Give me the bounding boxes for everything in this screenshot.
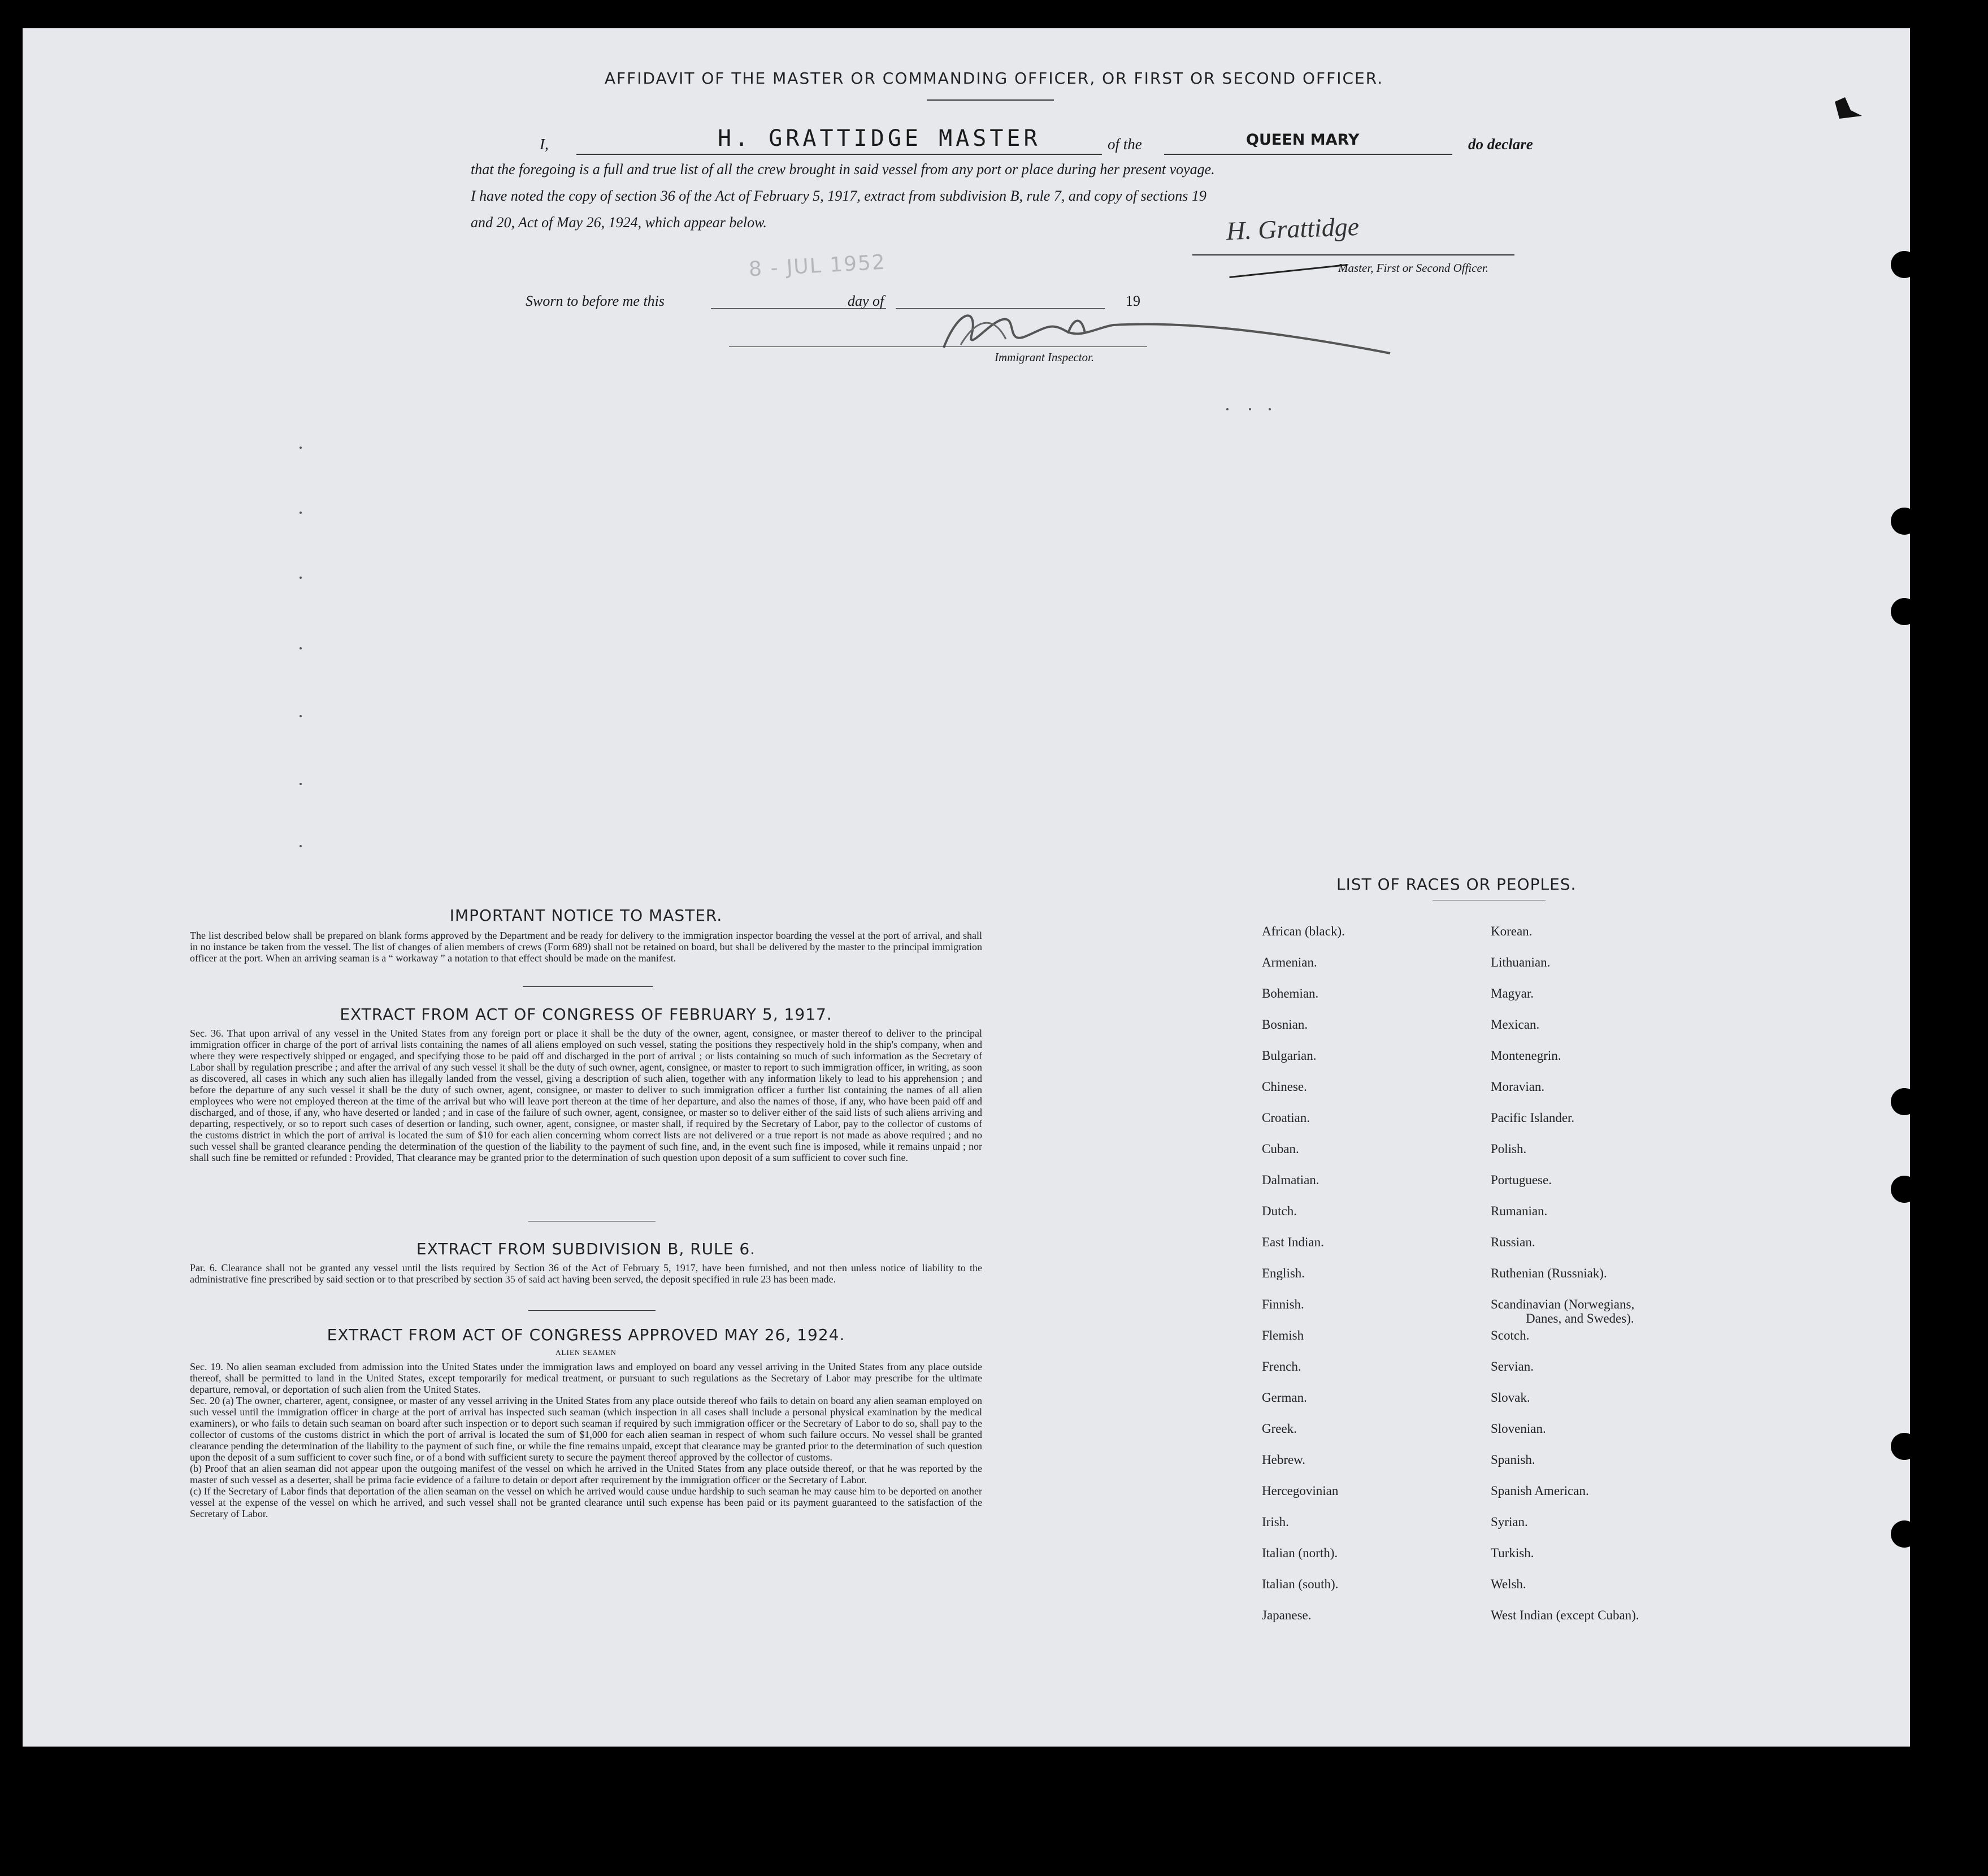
title-rule <box>927 99 1054 101</box>
races-heading: LIST OF RACES OR PEOPLES. <box>1336 875 1577 894</box>
race-left-1: African (black). <box>1262 924 1345 938</box>
year-prefix: 19 <box>1126 293 1140 309</box>
scan-dot <box>299 845 302 847</box>
scan-dot <box>299 577 302 579</box>
race-left-19: Hercegovinian <box>1262 1484 1339 1498</box>
declaration-line-1: that the foregoing is a full and true list of all the crew brought in said vessel from any port or place during her present voyage. <box>471 161 1215 177</box>
alien-seamen-subheading: ALIEN SEAMEN <box>555 1348 617 1357</box>
race-left-9: Dalmatian. <box>1262 1173 1319 1187</box>
declaration-line-3: and 20, Act of May 26, 1924, which appear below. <box>471 214 767 231</box>
race-left-7: Croatian. <box>1262 1111 1310 1125</box>
do-declare-label: do declare <box>1468 136 1533 153</box>
extract-1917-heading: EXTRACT FROM ACT OF CONGRESS OF FEBRUARY 5, 1917. <box>340 1005 832 1024</box>
race-right-13: Scandinavian (Norwegians, <box>1491 1297 1635 1311</box>
race-right-20: Syrian. <box>1491 1515 1528 1529</box>
signature-caption: Master, First or Second Officer. <box>1338 261 1488 275</box>
race-right-16: Slovak. <box>1491 1390 1530 1405</box>
race-right-21: Turkish. <box>1491 1546 1534 1560</box>
vessel-name: QUEEN MARY <box>1246 131 1360 149</box>
race-right-7: Pacific Islander. <box>1491 1111 1575 1125</box>
extract-1924-body <box>190 1361 982 1519</box>
notice-heading: IMPORTANT NOTICE TO MASTER. <box>449 906 723 925</box>
scan-dot <box>299 447 302 449</box>
race-left-10: Dutch. <box>1262 1204 1297 1218</box>
race-right-10: Rumanian. <box>1491 1204 1548 1218</box>
scan-dot <box>1269 408 1271 410</box>
race-left-4: Bosnian. <box>1262 1017 1308 1032</box>
race-right-15: Servian. <box>1491 1359 1534 1374</box>
race-left-13: Finnish. <box>1262 1297 1304 1311</box>
race-left-5: Bulgarian. <box>1262 1049 1317 1063</box>
race-left-22: Italian (south). <box>1262 1577 1339 1591</box>
extract-1924-para-sec19: Sec. 19. No alien seaman excluded from admission into the United States under the immigration laws and employed on board any vessel arriving in the United States from any place outside thereof, shall be permitted to land in the United States, except temporarily for medical treatment, or pursuant to such regulations as the Secretary of Labor may prescribe for the ultimate departure, removal, or deportation of such alien from the United States. <box>190 1361 982 1395</box>
race-right-12: Ruthenian (Russniak). <box>1491 1266 1607 1280</box>
race-right-6: Moravian. <box>1491 1080 1545 1094</box>
scan-dot <box>1249 408 1251 410</box>
race-right-22: Welsh. <box>1491 1577 1526 1591</box>
affidavit-title: AFFIDAVIT OF THE MASTER OR COMMANDING OFFICER, OR FIRST OR SECOND OFFICER. <box>604 69 1384 88</box>
name-line <box>576 154 1102 155</box>
race-right-18: Spanish. <box>1491 1453 1535 1467</box>
race-left-3: Bohemian. <box>1262 986 1319 1000</box>
inspector-line <box>729 346 1147 347</box>
race-right-5: Montenegrin. <box>1491 1049 1561 1063</box>
race-left-6: Chinese. <box>1262 1080 1307 1094</box>
scan-dot <box>299 512 302 514</box>
punch-hole <box>1891 598 1918 625</box>
race-left-12: English. <box>1262 1266 1305 1280</box>
scan-dot <box>1226 408 1229 410</box>
race-right-19: Spanish American. <box>1491 1484 1589 1498</box>
race-right-23: West Indian (except Cuban). <box>1491 1608 1639 1622</box>
race-right-13-cont: Danes, and Swedes). <box>1526 1311 1634 1325</box>
scan-dot <box>299 647 302 649</box>
punch-hole <box>1891 508 1918 535</box>
master-name-handwritten: H. GRATTIDGE MASTER <box>718 125 1041 151</box>
date-stamp: 8 - JUL 1952 <box>748 250 887 281</box>
race-right-4: Mexican. <box>1491 1017 1540 1032</box>
extract-1924-para-sec20c: (c) If the Secretary of Labor finds that deportation of the alien seaman on the vessel on which he arrived would cause undue hardship to such seaman he may cause him to be deported on another vessel at the expense of the vessel on which he arrived, and such vessel shall not be granted clearance until such expense has been paid or its payment guaranteed to the satisfaction of the Secretary of Labor. <box>190 1485 982 1519</box>
master-signature: H. Grattidge <box>1226 211 1360 246</box>
race-right-17: Slovenian. <box>1491 1422 1546 1436</box>
corner-tab-mark <box>1834 96 1868 124</box>
declaration-line-2: I have noted the copy of section 36 of the Act of February 5, 1917, extract from subdivision B, rule 7, and copy of sections 19 <box>471 188 1206 204</box>
sworn-label: Sworn to before me this <box>526 293 665 309</box>
scan-dot <box>299 715 302 717</box>
extract-1917-body: Sec. 36. That upon arrival of any vessel in the United States from any foreign port or place it shall be the duty of the owner, agent, consignee, or master thereof to deliver to the principal immigration officer in charge of the port of arrival lists containing the names of all aliens employed on such vessel, stating the positions they respectively hold in the ship's company, when and where they were respectively shipped or engaged, and specifying those to be paid off and discharged in the port of arrival ; or lists containing so much of such information as the Secretary of Labor shall by regulation prescribe ; and after the arrival of any such vessel it shall be the duty of such owner, agent, consignee, or master to report to such immigration officer, in writing, as soon as discovered, all cases in which any such alien has illegally landed from the vessel, giving a description of such alien, together with any information likely to lead to his apprehension ; and before the departure of any such vessel it shall be the duty of such owner, agent, consignee, or master to deliver to such immigration officer a further list containing the names of all alien employees who were not employed thereon at the time of the arrival but who will leave port thereon at the time of her departure, and also the names of those, if any, who have been paid off and discharged, and of those, if any, who have deserted or landed ; and in case of the failure of such owner, agent, consignee, or master so to deliver either of the said lists of such aliens arriving and departing, respectively, or so to report such cases of desertion or landing, such owner, agent, consignee, or master shall, if required by the Secretary of Labor, pay to the collector of customs of the customs district in which the port of arrival is located the sum of $10 for each alien concerning whom correct lists are not delivered or a true report is not made as above required ; and no such vessel shall be granted clearance pending the determination of the question of the liability to the payment of such fine, and, in the event such fine is imposed, while it remains unpaid ; nor shall such fine be remitted or refunded : Provided, That clearance may be granted prior to the determination of such question upon deposit of a sum sufficient to cover such fine. <box>190 1028 982 1163</box>
punch-hole <box>1891 1176 1918 1203</box>
punch-hole <box>1891 1433 1918 1460</box>
race-right-1: Korean. <box>1491 924 1533 938</box>
race-left-21: Italian (north). <box>1262 1546 1338 1560</box>
race-right-8: Polish. <box>1491 1142 1527 1156</box>
notice-body: The list described below shall be prepared on blank forms approved by the Department and be ready for delivery to the immigration inspector boarding the vessel at the port of arrival, and shall in no instance be taken from the vessel. The list of changes of alien members of crews (Form 689) shall not be retained on board, but shall be delivered by the master to the principal immigration officer at the port. When an arriving seaman is a “ workaway ” a notation to that effect should be made on the manifest. <box>190 930 982 964</box>
i-label: I, <box>540 136 549 153</box>
race-left-20: Irish. <box>1262 1515 1289 1529</box>
extract-1924-para-sec20b: (b) Proof that an alien seaman did not appear upon the outgoing manifest of the vessel on which he arrived in the United States from any place outside thereof, or that he was reported by the master of such vessel as a deserter, shall be prima facie evidence of a failure to detain or deport after requirement by the immigration officer or the Secretary of Labor. <box>190 1463 982 1485</box>
signature-line <box>1192 254 1514 255</box>
punch-hole <box>1891 1520 1918 1548</box>
notice-rule <box>523 986 653 987</box>
race-left-23: Japanese. <box>1262 1608 1312 1622</box>
race-left-11: East Indian. <box>1262 1235 1324 1249</box>
race-left-16: German. <box>1262 1390 1307 1405</box>
race-left-2: Armenian. <box>1262 955 1317 969</box>
race-left-18: Hebrew. <box>1262 1453 1306 1467</box>
rule6-body: Par. 6. Clearance shall not be granted any vessel until the lists required by Section 36 of the Act of February 5, 1917, have been furnished, and not then unless notice of liability to the administrative fine prescribed by said section or to that prescribed by section 35 of said act having been served, the deposit specified in rule 23 has been made. <box>190 1262 982 1285</box>
race-left-15: French. <box>1262 1359 1301 1374</box>
race-left-8: Cuban. <box>1262 1142 1299 1156</box>
inspector-caption: Immigrant Inspector. <box>995 350 1095 364</box>
race-left-14: Flemish <box>1262 1328 1304 1342</box>
race-right-3: Magyar. <box>1491 986 1534 1000</box>
rule6-rule <box>528 1310 656 1311</box>
race-right-2: Lithuanian. <box>1491 955 1551 969</box>
of-the-label: of the <box>1108 136 1142 153</box>
race-right-14: Scotch. <box>1491 1328 1530 1342</box>
extract-1924-para-sec20a: Sec. 20 (a) The owner, charterer, agent, consignee, or master of any vessel arriving in the United States from any place outside thereof who fails to detain on board any alien seaman employed on such vessel until the immigration officer in charge at the port of arrival has inspected such seaman (which inspection in all cases shall include a personal physical examination by the medical examiners), or who fails to detain such seaman on board after such inspection or to deport such seaman if required by such immigration officer or the Secretary of Labor to do so, shall pay to the collector of customs of the customs district in which the port of arrival is located the sum of $1,000 for each alien seaman in respect of whom such failure occurs. No vessel shall be granted clearance pending the determination of the liability to the payment of such fine, or while the fine remains unpaid, except that clearance may be granted prior to the determination of such question upon the deposit of a sum sufficient to cover such fine, or of a bond with sufficient surety to secure the payment thereof approved by the collector of customs. <box>190 1395 982 1463</box>
extract-1924-heading: EXTRACT FROM ACT OF CONGRESS APPROVED MAY 26, 1924. <box>327 1325 845 1344</box>
rule6-heading: EXTRACT FROM SUBDIVISION B, RULE 6. <box>416 1240 756 1258</box>
punch-hole <box>1891 251 1918 278</box>
day-of-label: day of <box>848 293 884 309</box>
race-right-9: Portuguese. <box>1491 1173 1552 1187</box>
punch-hole <box>1891 1088 1918 1115</box>
vessel-line <box>1164 154 1452 155</box>
race-right-11: Russian. <box>1491 1235 1535 1249</box>
race-left-17: Greek. <box>1262 1422 1297 1436</box>
scan-dot <box>299 783 302 785</box>
